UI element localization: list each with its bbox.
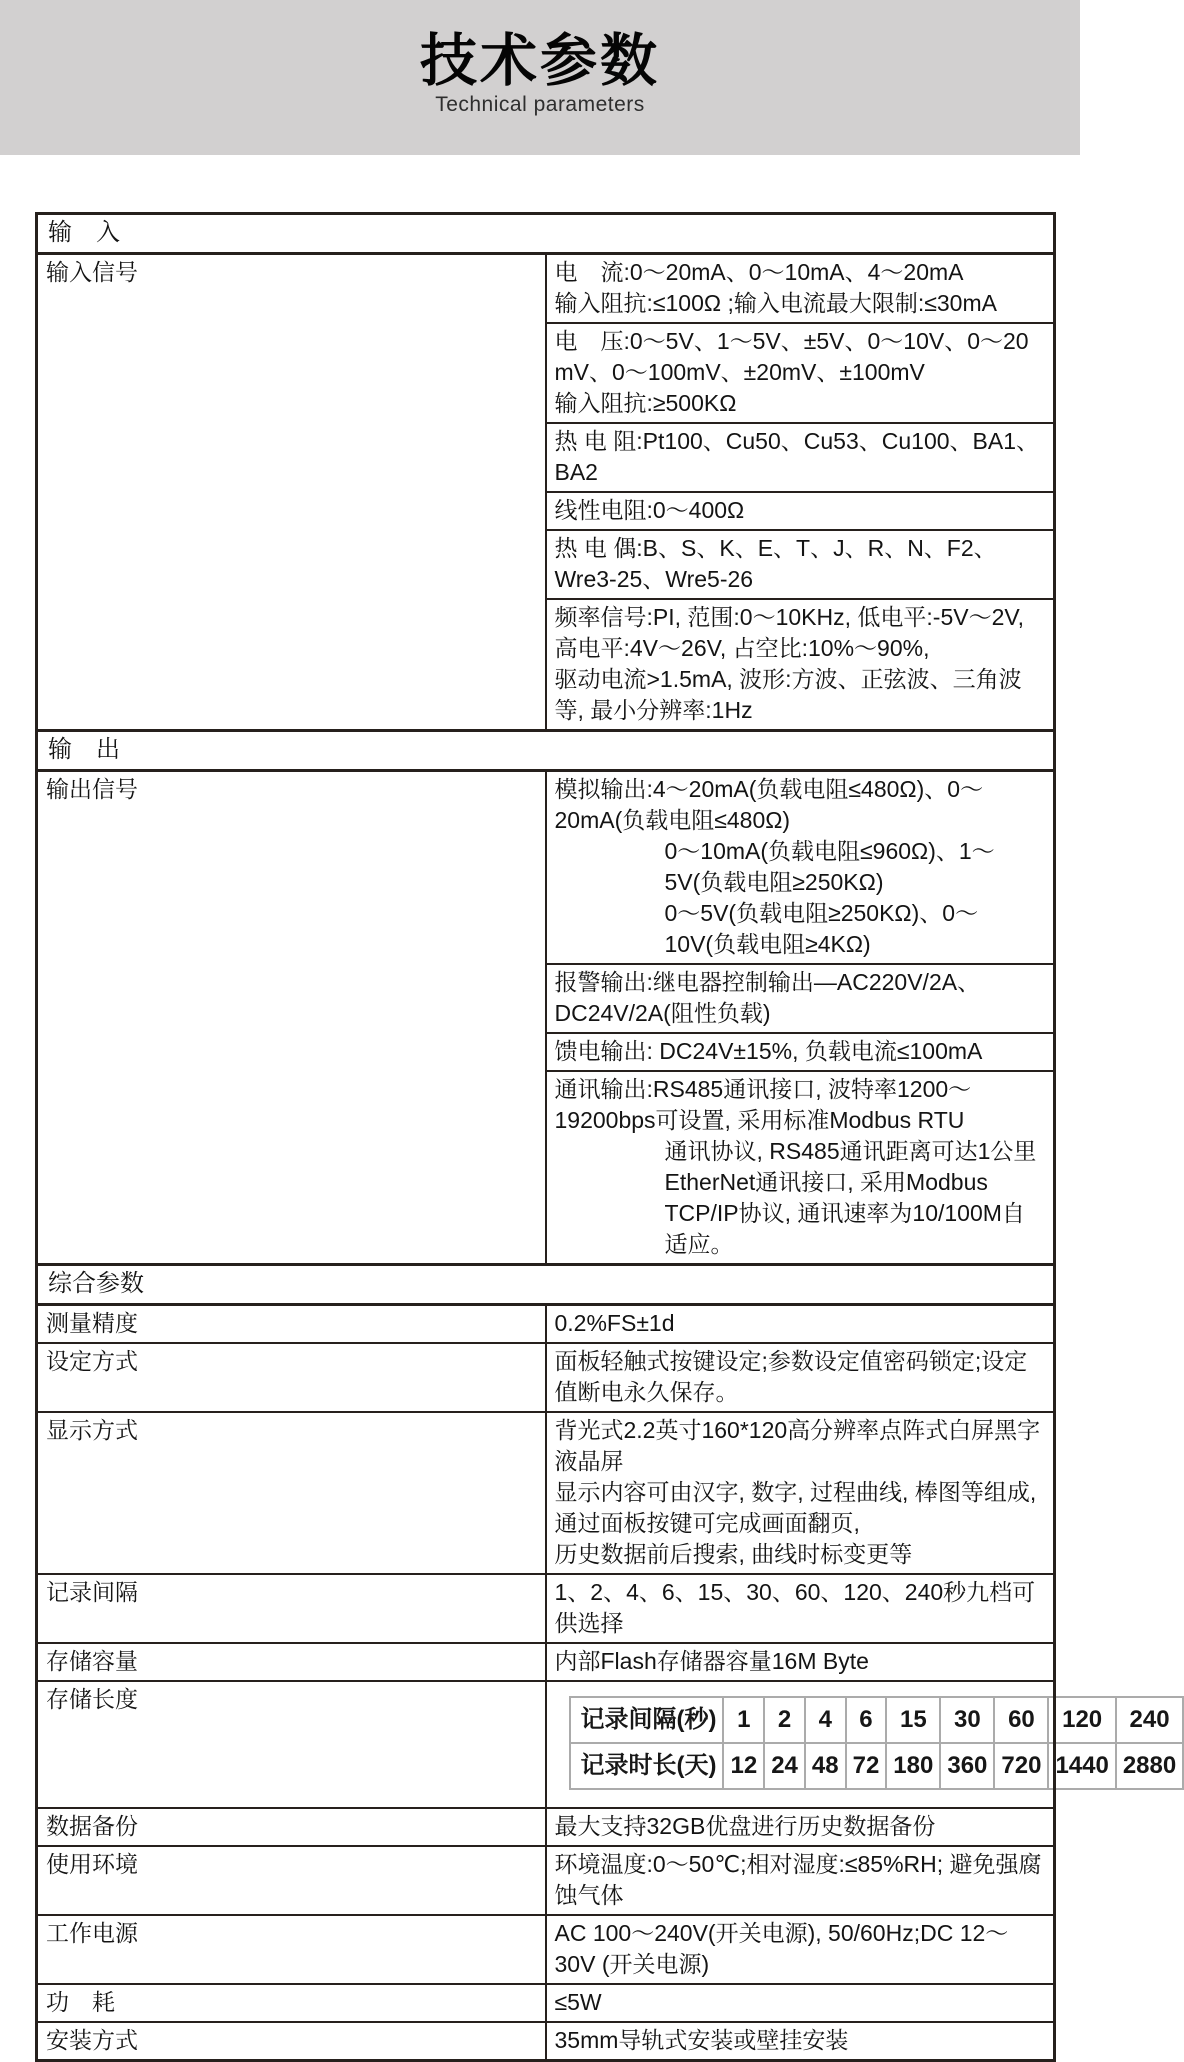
section-header-input-label: 输 入	[37, 214, 1055, 254]
accuracy-label: 测量精度	[37, 1305, 546, 1344]
section-header-output	[37, 731, 1055, 771]
storage-length-table	[569, 1696, 1184, 1790]
input-rtd-cell: 热 电 阻:Pt100、Cu50、Cu53、Cu100、BA1、BA2	[546, 423, 1055, 492]
display-line1: 背光式2.2英寸160*120高分辨率点阵式白屏黑字液晶屏	[555, 1415, 1046, 1477]
table-row	[37, 1305, 1055, 1344]
output-comm-line2: 通讯协议, RS485通讯距离可达1公里	[555, 1136, 1046, 1167]
input-signal-label: 输入信号	[37, 254, 546, 731]
setting-label: 设定方式	[37, 1343, 546, 1412]
storage-interval-value: 120	[1048, 1697, 1115, 1743]
storage-duration-value: 48	[805, 1743, 846, 1789]
storage-interval-value: 15	[886, 1697, 940, 1743]
record-interval-label: 记录间隔	[37, 1574, 546, 1643]
storage-interval-value: 4	[805, 1697, 846, 1743]
storage-duration-value: 1440	[1048, 1743, 1115, 1789]
output-analog-cell	[546, 771, 1055, 965]
output-alarm-cell: 报警输出:继电器控制输出—AC220V/2A、DC24V/2A(阻性负载)	[546, 964, 1055, 1033]
power-supply-value: AC 100～240V(开关电源), 50/60Hz;DC 12～30V (开关电源)	[546, 1915, 1055, 1984]
table-row	[37, 1681, 1055, 1808]
spec-table-container	[0, 155, 1080, 2062]
output-analog-line2: 0～10mA(负载电阻≤960Ω)、1～5V(负载电阻≥250KΩ)	[555, 836, 1046, 898]
output-signal-label: 输出信号	[37, 771, 546, 1265]
power-consumption-value: ≤5W	[546, 1984, 1055, 2022]
storage-interval-value: 1	[723, 1697, 764, 1743]
table-row	[37, 1915, 1055, 1984]
display-line2: 显示内容可由汉字, 数字, 过程曲线, 棒图等组成, 通过面板按键可完成画面翻页,	[555, 1477, 1046, 1539]
input-frequency-line2: 驱动电流>1.5mA, 波形:方波、正弦波、三角波等, 最小分辨率:1Hz	[555, 664, 1046, 726]
storage-duration-value: 24	[764, 1743, 805, 1789]
input-current-cell	[546, 254, 1055, 324]
storage-interval-value: 6	[846, 1697, 887, 1743]
storage-interval-value: 240	[1116, 1697, 1183, 1743]
storage-duration-value: 2880	[1116, 1743, 1183, 1789]
storage-duration-value: 360	[940, 1743, 994, 1789]
table-row	[37, 1808, 1055, 1846]
section-header-input	[37, 214, 1055, 254]
storage-interval-value: 2	[764, 1697, 805, 1743]
table-row	[37, 1643, 1055, 1681]
installation-label: 安装方式	[37, 2022, 546, 2061]
page-title: 技术参数	[0, 30, 1080, 92]
table-row	[37, 771, 1055, 965]
table-row	[37, 1574, 1055, 1643]
storage-duration-value: 720	[994, 1743, 1048, 1789]
section-header-output-label: 输 出	[37, 731, 1055, 771]
power-supply-label: 工作电源	[37, 1915, 546, 1984]
storage-length-cell	[546, 1681, 1055, 1808]
setting-value: 面板轻触式按键设定;参数设定值密码锁定;设定值断电永久保存。	[546, 1343, 1055, 1412]
output-analog-line1: 模拟输出:4～20mA(负载电阻≤480Ω)、0～20mA(负载电阻≤480Ω)	[555, 774, 1046, 836]
input-voltage-line1: 电 压:0～5V、1～5V、±5V、0～10V、0～20 mV、0～100mV、±20mV、±100mV	[555, 326, 1046, 388]
input-current-line2: 输入阻抗:≤100Ω ;输入电流最大限制:≤30mA	[555, 288, 1046, 319]
display-value	[546, 1412, 1055, 1574]
table-row	[37, 1846, 1055, 1915]
table-row	[37, 2022, 1055, 2061]
storage-interval-row-label: 记录间隔(秒)	[570, 1697, 724, 1743]
installation-value: 35mm导轨式安装或壁挂安装	[546, 2022, 1055, 2061]
storage-duration-row-label: 记录时长(天)	[570, 1743, 724, 1789]
input-current-line1: 电 流:0～20mA、0～10mA、4～20mA	[555, 257, 1046, 288]
output-power-feed-cell: 馈电输出: DC24V±15%, 负载电流≤100mA	[546, 1033, 1055, 1071]
power-consumption-label: 功 耗	[37, 1984, 546, 2022]
table-row	[37, 1412, 1055, 1574]
section-header-general	[37, 1265, 1055, 1305]
title-band	[0, 0, 1080, 155]
output-comm-cell	[546, 1071, 1055, 1265]
display-line3: 历史数据前后搜索, 曲线时标变更等	[555, 1539, 1046, 1570]
record-interval-value: 1、2、4、6、15、30、60、120、240秒九档可供选择	[546, 1574, 1055, 1643]
output-comm-line3: EtherNet通讯接口, 采用Modbus TCP/IP协议, 通讯速率为10/100M自适应。	[555, 1167, 1046, 1260]
storage-duration-value: 180	[886, 1743, 940, 1789]
storage-interval-value: 60	[994, 1697, 1048, 1743]
storage-duration-value: 12	[723, 1743, 764, 1789]
storage-capacity-label: 存储容量	[37, 1643, 546, 1681]
table-row	[37, 1343, 1055, 1412]
display-label: 显示方式	[37, 1412, 546, 1574]
storage-interval-row	[570, 1697, 1184, 1743]
spec-table	[35, 212, 1056, 2062]
data-backup-value: 最大支持32GB优盘进行历史数据备份	[546, 1808, 1055, 1846]
storage-capacity-value: 内部Flash存储器容量16M Byte	[546, 1643, 1055, 1681]
output-comm-line1: 通讯输出:RS485通讯接口, 波特率1200～19200bps可设置, 采用标准Modbus RTU	[555, 1074, 1046, 1136]
input-voltage-cell	[546, 323, 1055, 423]
output-analog-line3: 0～5V(负载电阻≥250KΩ)、0～10V(负载电阻≥4KΩ)	[555, 898, 1046, 960]
input-frequency-cell	[546, 599, 1055, 731]
storage-duration-row	[570, 1743, 1184, 1789]
storage-length-label: 存储长度	[37, 1681, 546, 1808]
data-backup-label: 数据备份	[37, 1808, 546, 1846]
page-subtitle: Technical parameters	[0, 93, 1080, 117]
input-thermocouple-cell: 热 电 偶:B、S、K、E、T、J、R、N、F2、Wre3-25、Wre5-26	[546, 530, 1055, 599]
table-row	[37, 1984, 1055, 2022]
accuracy-value: 0.2%FS±1d	[546, 1305, 1055, 1344]
input-frequency-line1: 频率信号:PI, 范围:0～10KHz, 低电平:-5V～2V, 高电平:4V～26V, 占空比:10%～90%,	[555, 602, 1046, 664]
section-header-general-label: 综合参数	[37, 1265, 1055, 1305]
storage-duration-value: 72	[846, 1743, 887, 1789]
input-voltage-line2: 输入阻抗:≥500KΩ	[555, 388, 1046, 419]
table-row	[37, 254, 1055, 324]
environment-label: 使用环境	[37, 1846, 546, 1915]
storage-interval-value: 30	[940, 1697, 994, 1743]
input-linear-resistance-cell: 线性电阻:0～400Ω	[546, 492, 1055, 530]
environment-value: 环境温度:0～50℃;相对湿度:≤85%RH; 避免强腐蚀气体	[546, 1846, 1055, 1915]
